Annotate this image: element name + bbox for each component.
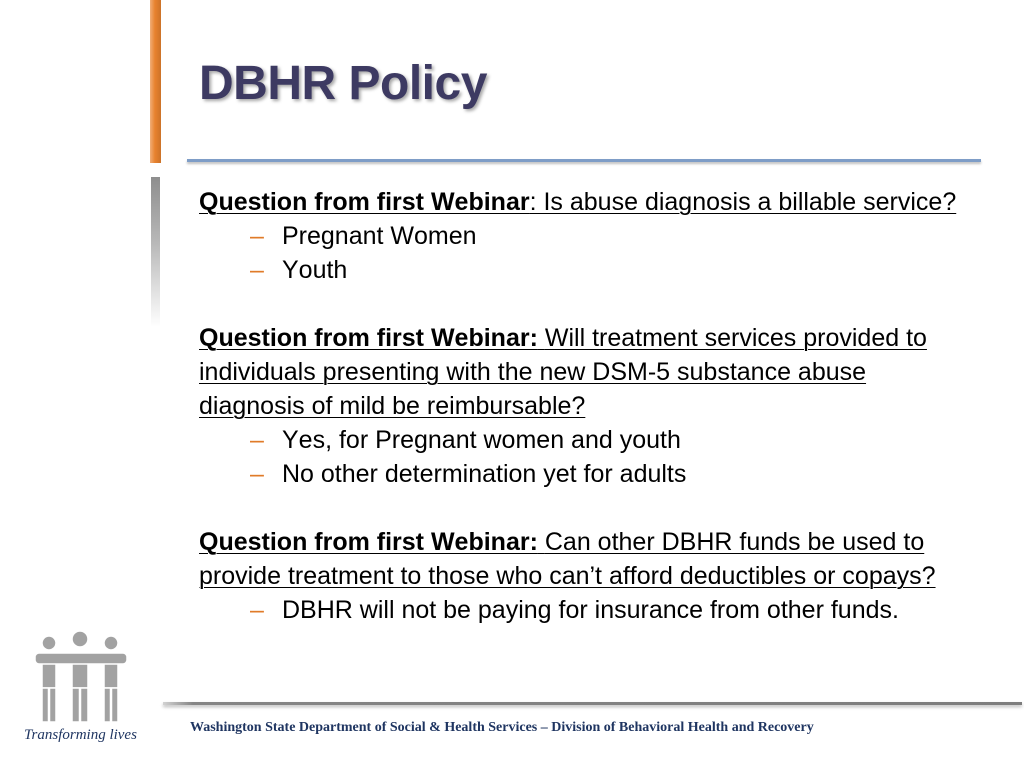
question-text: Will treatment services provided to individuals presenting with the new DSM-5 substance abuse diagnosis of mild be reimbursable?	[199, 324, 927, 420]
gray-accent-bar	[151, 177, 160, 327]
title-divider	[187, 159, 981, 162]
orange-accent-bar	[150, 0, 161, 163]
answer-text: Yes, for Pregnant women and youth	[282, 426, 681, 454]
dash-bullet: –	[250, 460, 264, 488]
answer-list	[199, 423, 968, 491]
people-group-logo-icon	[34, 630, 128, 724]
question-1	[199, 185, 968, 219]
answer-item	[199, 219, 968, 253]
question-3	[199, 525, 968, 593]
answer-text: Pregnant Women	[282, 222, 477, 250]
dash-bullet: –	[250, 222, 264, 250]
logo-torsos	[42, 663, 118, 688]
answer-item	[199, 423, 968, 457]
answer-item	[199, 593, 968, 627]
slide-title: DBHR Policy	[199, 57, 487, 110]
answer-text: DBHR will not be paying for insurance from other funds.	[282, 596, 899, 624]
answer-item	[199, 457, 968, 491]
footer-divider	[163, 702, 1022, 705]
question-group-2	[199, 321, 968, 491]
question-text: : Is abuse diagnosis a billable service?	[529, 188, 957, 216]
footer-organization: Washington State Department of Social & Health Services – Division of Behavioral Health and Recovery	[190, 720, 814, 735]
question-label: Question from first Webinar	[199, 188, 530, 216]
logo-arms	[35, 653, 127, 664]
answer-text: Youth	[282, 256, 348, 284]
question-label: Question from first Webinar:	[199, 324, 538, 352]
question-2	[199, 321, 968, 423]
question-label: Question from first Webinar:	[199, 528, 538, 556]
logo-legs	[42, 688, 118, 722]
logo-heads	[42, 631, 118, 650]
dash-bullet: –	[250, 596, 264, 624]
answer-item	[199, 253, 968, 287]
dash-bullet: –	[250, 256, 264, 284]
answer-text: No other determination yet for adults	[282, 460, 687, 488]
answer-list	[199, 593, 968, 627]
dash-bullet: –	[250, 426, 264, 454]
answer-list	[199, 219, 968, 287]
question-group-3	[199, 525, 968, 627]
slide-body	[199, 185, 968, 627]
question-text: Can other DBHR funds be used to provide treatment to those who can’t afford deductibles or copays?	[199, 528, 936, 590]
question-group-1	[199, 185, 968, 287]
logo-caption: Transforming lives	[24, 727, 137, 743]
